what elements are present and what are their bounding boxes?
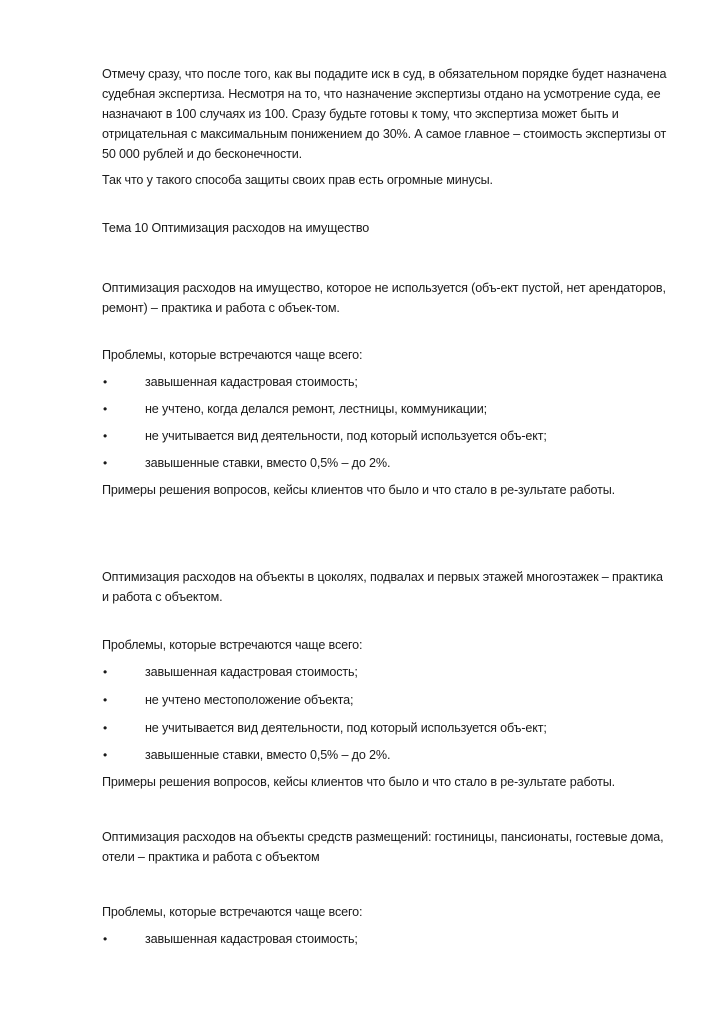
section-2-problems-label: Проблемы, которые встречаются чаще всего:: [102, 638, 363, 652]
bullet-icon: •: [103, 375, 108, 389]
conclusion-paragraph: Так что у такого способа защиты своих прав есть огромные минусы.: [102, 173, 493, 187]
bullet-icon: •: [103, 429, 108, 443]
intro-paragraph-line: Отмечу сразу, что после того, как вы подадите иск в суд, в обязательном порядке будет назначена: [102, 67, 667, 81]
section-2-problem-item: не учитывается вид деятельности, под который используется объ-ект;: [145, 721, 547, 735]
section-1-problem-item: не учтено, когда делался ремонт, лестницы, коммуникации;: [145, 402, 487, 416]
section-3-title-line: отели – практика и работа с объектом: [102, 850, 320, 864]
section-1-problem-item: завышенная кадастровая стоимость;: [145, 375, 358, 389]
section-2-problem-item: не учтено местоположение объекта;: [145, 693, 354, 707]
section-1-examples: Примеры решения вопросов, кейсы клиентов что было и что стало в ре-зультате работы.: [102, 483, 615, 497]
section-2-problem-item: завышенные ставки, вместо 0,5% – до 2%.: [145, 748, 391, 762]
bullet-icon: •: [103, 402, 108, 416]
intro-paragraph-line: назначают в 100 случаях из 100. Сразу будьте готовы к тому, что экспертиза может быть и: [102, 107, 619, 121]
intro-paragraph-line: отрицательная с максимальным понижением до 30%. А самое главное – стоимость экспертизы от: [102, 127, 667, 141]
bullet-icon: •: [103, 748, 108, 762]
section-3-problems-label: Проблемы, которые встречаются чаще всего:: [102, 905, 363, 919]
section-2-title-line: и работа с объектом.: [102, 590, 223, 604]
bullet-icon: •: [103, 665, 108, 679]
section-2-problem-item: завышенная кадастровая стоимость;: [145, 665, 358, 679]
bullet-icon: •: [103, 932, 108, 946]
intro-paragraph-line: 50 000 рублей и до бесконечности.: [102, 147, 302, 161]
bullet-icon: •: [103, 693, 108, 707]
section-3-title-line: Оптимизация расходов на объекты средств размещений: гостиницы, пансионаты, гостевые дома,: [102, 830, 664, 844]
section-2-examples: Примеры решения вопросов, кейсы клиентов что было и что стало в ре-зультате работы.: [102, 775, 615, 789]
section-1-problem-item: завышенные ставки, вместо 0,5% – до 2%.: [145, 456, 391, 470]
bullet-icon: •: [103, 721, 108, 735]
section-2-title-line: Оптимизация расходов на объекты в цоколях, подвалах и первых этажей многоэтажек – практика: [102, 570, 663, 584]
intro-paragraph-line: судебная экспертиза. Несмотря на то, что назначение экспертизы отдано на усмотрение суда, ее: [102, 87, 661, 101]
section-1-problem-item: не учитывается вид деятельности, под который используется объ-ект;: [145, 429, 547, 443]
topic-heading: Тема 10 Оптимизация расходов на имущество: [102, 221, 370, 235]
section-1-title-line: ремонт) – практика и работа с объек-том.: [102, 301, 340, 315]
section-1-problems-label: Проблемы, которые встречаются чаще всего:: [102, 348, 363, 362]
bullet-icon: •: [103, 456, 108, 470]
section-3-problem-item: завышенная кадастровая стоимость;: [145, 932, 358, 946]
section-1-title-line: Оптимизация расходов на имущество, которое не используется (объ-ект пустой, нет арендаторов,: [102, 281, 666, 295]
